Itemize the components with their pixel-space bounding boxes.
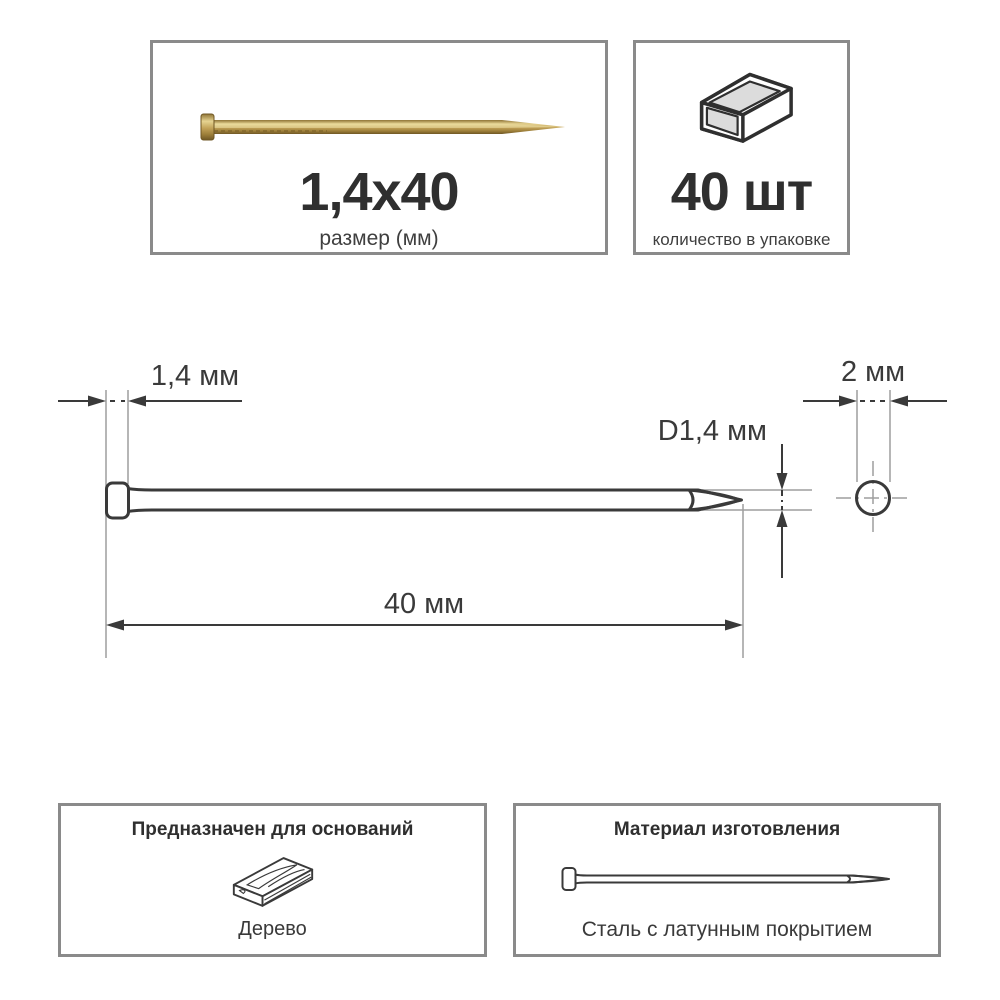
nail-head bbox=[107, 483, 129, 518]
material-card-title: Материал изготовления bbox=[613, 819, 841, 840]
quantity-value: 40 шт bbox=[670, 162, 813, 222]
centerlines bbox=[836, 461, 911, 536]
base-card-item: Дерево bbox=[238, 918, 307, 940]
wood-plank-icon bbox=[230, 850, 316, 912]
material-card-item: Сталь с латунным покрытием bbox=[581, 918, 873, 941]
length-label: 40 мм bbox=[383, 588, 465, 620]
base-card-title: Предназначен для оснований bbox=[131, 819, 414, 840]
size-caption: размер (мм) bbox=[319, 227, 439, 250]
brass-nail-photo-icon bbox=[197, 111, 567, 143]
shank-diameter-label: D1,4 мм bbox=[657, 415, 767, 447]
quantity-card bbox=[633, 40, 850, 255]
package-box-icon bbox=[685, 63, 799, 157]
base-card bbox=[58, 803, 487, 957]
size-card bbox=[150, 40, 608, 255]
dimension-head-diameter bbox=[803, 396, 947, 407]
size-value: 1,4x40 bbox=[299, 162, 459, 222]
nail-side-view bbox=[107, 483, 742, 518]
material-card bbox=[513, 803, 941, 957]
dimension-length bbox=[106, 620, 743, 631]
quantity-caption: количество в упаковке bbox=[652, 230, 831, 249]
dimension-shank-diameter bbox=[777, 444, 788, 578]
head-diameter-label: 2 мм bbox=[840, 356, 906, 388]
dimension-head-width bbox=[58, 396, 242, 407]
nail-outline-icon bbox=[561, 864, 893, 894]
head-width-label: 1,4 мм bbox=[150, 360, 240, 392]
